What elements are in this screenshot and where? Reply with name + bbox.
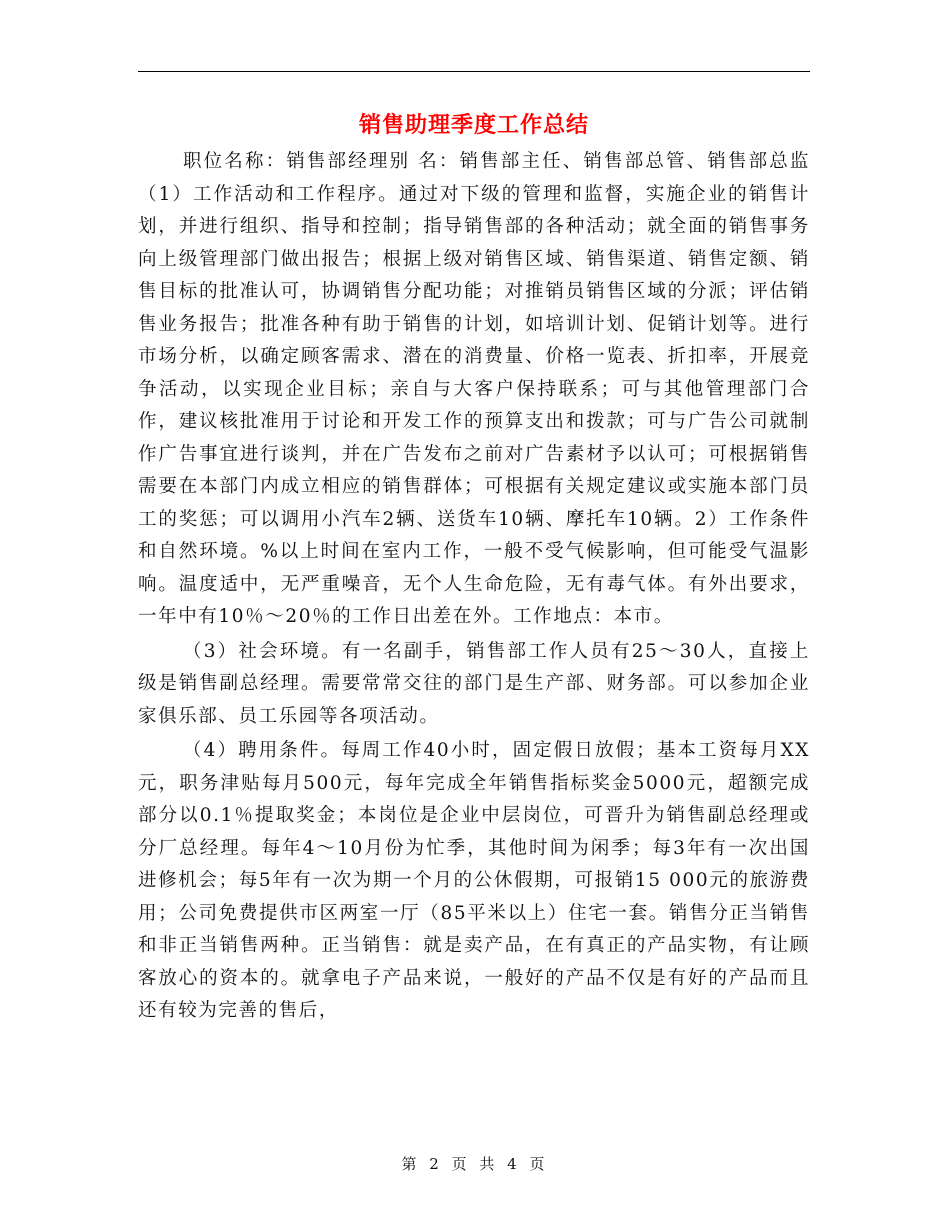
- paragraph-job-description: 职位名称：销售部经理别 名：销售部主任、销售部总管、销售部总监（1）工作活动和工作程序。通过对下级的管理和监督，实施企业的销售计划，并进行组织、指导和控制；指导销售部的各种活动；就全面的销售事务向上级管理部门做出报告；根据上级对销售区域、销售渠道、销售定额、销售目标的批准认可，协调销售分配功能；对推销员销售区域的分派；评估销售业务报告；批准各种有助于销售的计划，如培训计划、促销计划等。进行市场分析，以确定顾客需求、潜在的消费量、价格一览表、折扣率，开展竞争活动，以实现企业目标；亲自与大客户保持联系；可与其他管理部门合作，建议核批准用于讨论和开发工作的预算支出和拨款；可与广告公司就制作广告事宜进行谈判，并在广告发布之前对广告素材予以认可；可根据销售需要在本部门内成立相应的销售群体；可根据有关规定建议或实施本部门员工的奖惩；可以调用小汽车2辆、送货车10辆、摩托车10辆。2）工作条件和自然环境。%以上时间在室内工作，一般不受气候影响，但可能受气温影响。温度适中，无严重噪音，无个人生命危险，无有毒气体。有外出要求，一年中有10％～20％的工作日出差在外。工作地点：本市。: [138, 151, 810, 627]
- document-title: 销售助理季度工作总结: [358, 112, 589, 138]
- document-body: [138, 146, 810, 1030]
- paragraph-employment-conditions: （4）聘用条件。每周工作40小时，固定假日放假；基本工资每月XX元，职务津贴每月500元，每年完成全年销售指标奖金5000元，超额完成部分以0.1％提取奖金；本岗位是企业中层岗位，可晋升为销售副总经理或分厂总经理。每年4～10月份为忙季，其他时间为闲季；每3年有一次出国进修机会；每5年有一次为期一个月的公休假期，可报销15 000元的旅游费用；公司免费提供市区两室一厅（85平米以上）住宅一套。销售分正当销售和非正当销售两种。正当销售：就是卖产品，在有真正的产品实物，有让顾客放心的资本的。就拿电子产品来说，一般好的产品不仅是有好的产品而且还有较为完善的售后，: [138, 740, 810, 1021]
- page-number-footer: 第 2 页 共 4 页: [401, 1155, 549, 1173]
- paragraph-social-environment: （3）社会环境。有一名副手，销售部工作人员有25～30人，直接上级是销售副总经理。需要常常交往的部门是生产部、财务部。可以参加企业家俱乐部、员工乐园等各项活动。: [138, 640, 810, 727]
- header-rule: [138, 71, 810, 72]
